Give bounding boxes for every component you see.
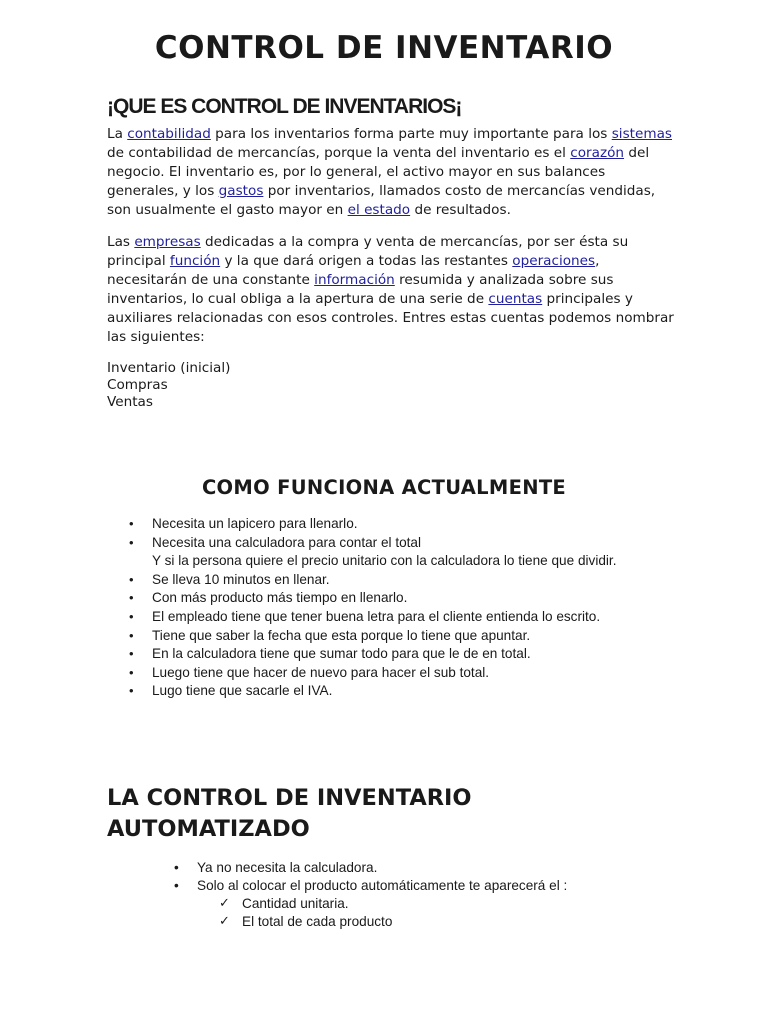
list-item-text: Se lleva 10 minutos en llenar. [152,571,330,587]
link-informacion[interactable]: información [314,272,395,288]
link-corazon[interactable]: corazón [570,145,625,161]
bullet-icon: • [129,664,134,680]
bullet-icon: • [129,627,134,643]
automated-list [174,859,677,895]
checklist-item [219,895,682,913]
checkmark-icon: ✓ [219,914,230,929]
bullet-icon: • [129,590,134,606]
list-item [129,627,692,646]
text-run: , necesitarán de una constante [107,253,600,288]
text-run: y la que dará origen a todas las restantes [220,253,513,269]
list-item-text: Luego tiene que hacer de nuevo para hacer el sub total. [152,664,490,680]
document-title: CONTROL DE INVENTARIO [154,30,614,66]
list-item-note: Y si la persona quiere el precio unitario con la calculadora lo tiene que dividir. [152,553,617,569]
checklist-item [219,913,682,931]
text-run: de contabilidad de mercancías, porque la venta del inventario es el [107,145,571,161]
link-cuentas[interactable]: cuentas [488,291,543,307]
link-el-estado[interactable]: el estado [347,202,411,218]
link-sistemas[interactable]: sistemas [611,126,673,142]
text-run: del negocio. El inventario es, por lo general, el activo mayor en sus balances generales, y los [107,145,650,199]
list-item-text: Necesita una calculadora para contar el total [152,534,422,550]
list-item [129,571,692,590]
bullet-icon: • [129,571,134,587]
checkmark-icon: ✓ [219,896,230,911]
list-item-text: En la calculadora tiene que sumar todo para que le de en total. [152,646,531,662]
bullet-icon: • [129,516,134,531]
account-item: Compras [107,377,168,393]
text-run: Las [107,234,135,250]
automated-sublist [219,895,682,931]
account-item: Inventario (inicial) [107,360,231,376]
text-run: por inventarios, llamados costo de mercancías vendidas, son usualmente el gasto mayor en [107,183,656,218]
account-item: Ventas [107,394,153,410]
list-item [129,534,692,571]
list-item-text: El empleado tiene que tener buena letra para el cliente entienda lo escrito. [152,608,601,624]
text-run: resumida y analizada sobre sus inventarios, lo cual obliga a la apertura de una serie de [107,272,614,307]
list-item [174,859,677,877]
text-run: La [107,126,128,142]
paragraph-empresas [107,233,677,347]
list-item [129,608,692,627]
section-heading-automatizado: LA CONTROL DE INVENTARIO AUTOMATIZADO [107,785,472,842]
section-heading-que-es: ¡QUE ES CONTROL DE INVENTARIOS¡ [107,95,462,118]
link-contabilidad[interactable]: contabilidad [127,126,211,142]
bullet-icon: • [174,860,179,875]
text-run: dedicadas a la compra y venta de mercancías, por ser ésta su principal [107,234,629,269]
text-run: de resultados. [410,202,511,218]
paragraph-intro [107,125,677,220]
accounts-list [107,360,230,411]
bullet-icon: • [129,683,134,699]
list-item [174,877,677,895]
link-funcion[interactable]: función [169,253,221,269]
list-item-text: Solo al colocar el producto automáticamente te aparecerá el : [197,878,568,893]
list-item [129,645,692,664]
list-item-text: Necesita un lapicero para llenarlo. [152,516,358,531]
list-item [129,682,692,701]
section-heading-como-funciona: COMO FUNCIONA ACTUALMENTE [201,476,567,499]
list-item-text: Ya no necesita la calculadora. [197,860,378,875]
list-item-text: El total de cada producto [242,914,393,929]
bullet-icon: • [129,534,134,550]
list-item-text: Cantidad unitaria. [242,896,349,911]
bullet-icon: • [174,878,179,893]
text-run: para los inventarios forma parte muy importante para los [210,126,612,142]
link-empresas[interactable]: empresas [134,234,201,250]
list-item-text: Con más producto más tiempo en llenarlo. [152,590,408,606]
link-operaciones[interactable]: operaciones [512,253,596,269]
list-item-text: Lugo tiene que sacarle el IVA. [152,683,333,699]
list-item [129,664,692,683]
list-item [129,515,692,534]
bullet-icon: • [129,646,134,662]
text-run: principales y auxiliares relacionadas con esos controles. Entres estas cuentas podemos nombrar las siguientes: [107,291,674,345]
link-gastos[interactable]: gastos [218,183,264,199]
list-item [129,589,692,608]
bullet-icon: • [129,608,134,624]
list-item-text: Tiene que saber la fecha que esta porque lo tiene que apuntar. [152,627,531,643]
current-process-list [107,515,692,701]
